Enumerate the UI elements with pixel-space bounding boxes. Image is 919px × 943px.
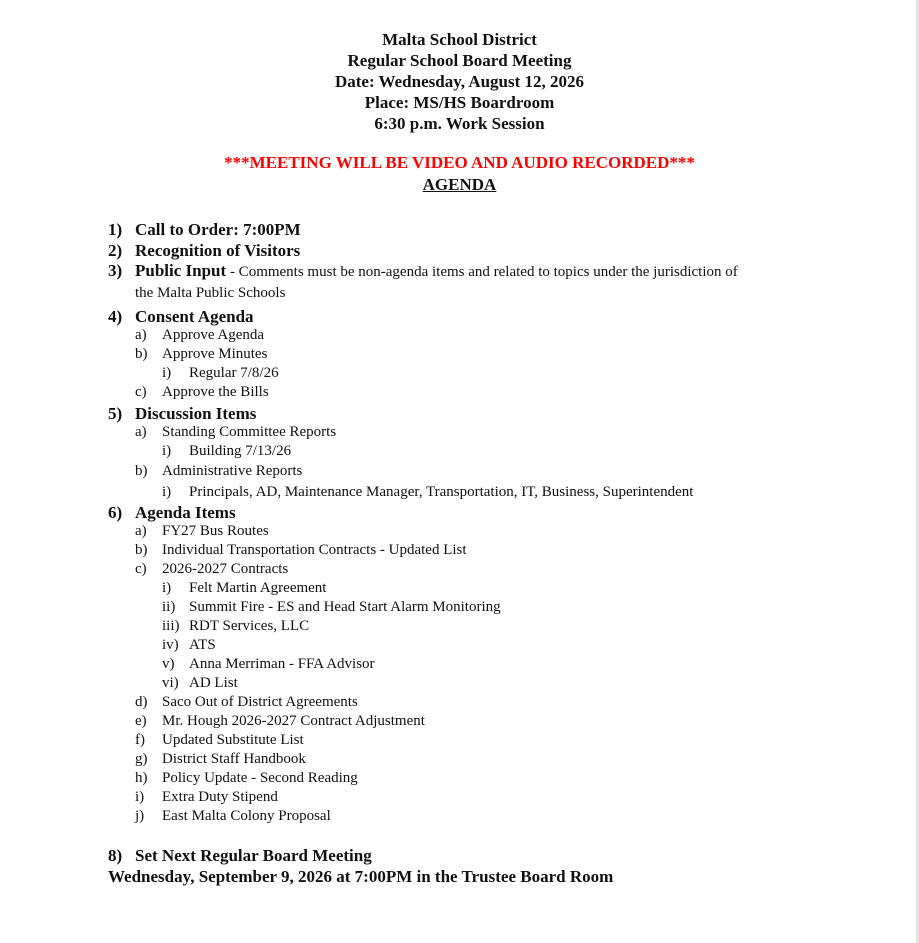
meeting-date: Date: Wednesday, August 12, 2026	[334, 72, 585, 91]
agenda-heading: AGENDA	[422, 175, 497, 194]
next-meeting-details: Wednesday, September 9, 2026 at 7:00PM in the Trustee Board Room	[108, 867, 614, 886]
recording-notice: ***MEETING WILL BE VIDEO AND AUDIO RECORDED***	[224, 153, 695, 172]
work-session: 6:30 p.m. Work Session	[374, 114, 545, 133]
agenda-item-3-continued: the Malta Public Schools	[135, 285, 286, 301]
meeting-place: Place: MS/HS Boardroom	[364, 93, 555, 112]
meeting-title: Regular School Board Meeting	[347, 51, 572, 70]
district-title: Malta School District	[382, 30, 537, 49]
